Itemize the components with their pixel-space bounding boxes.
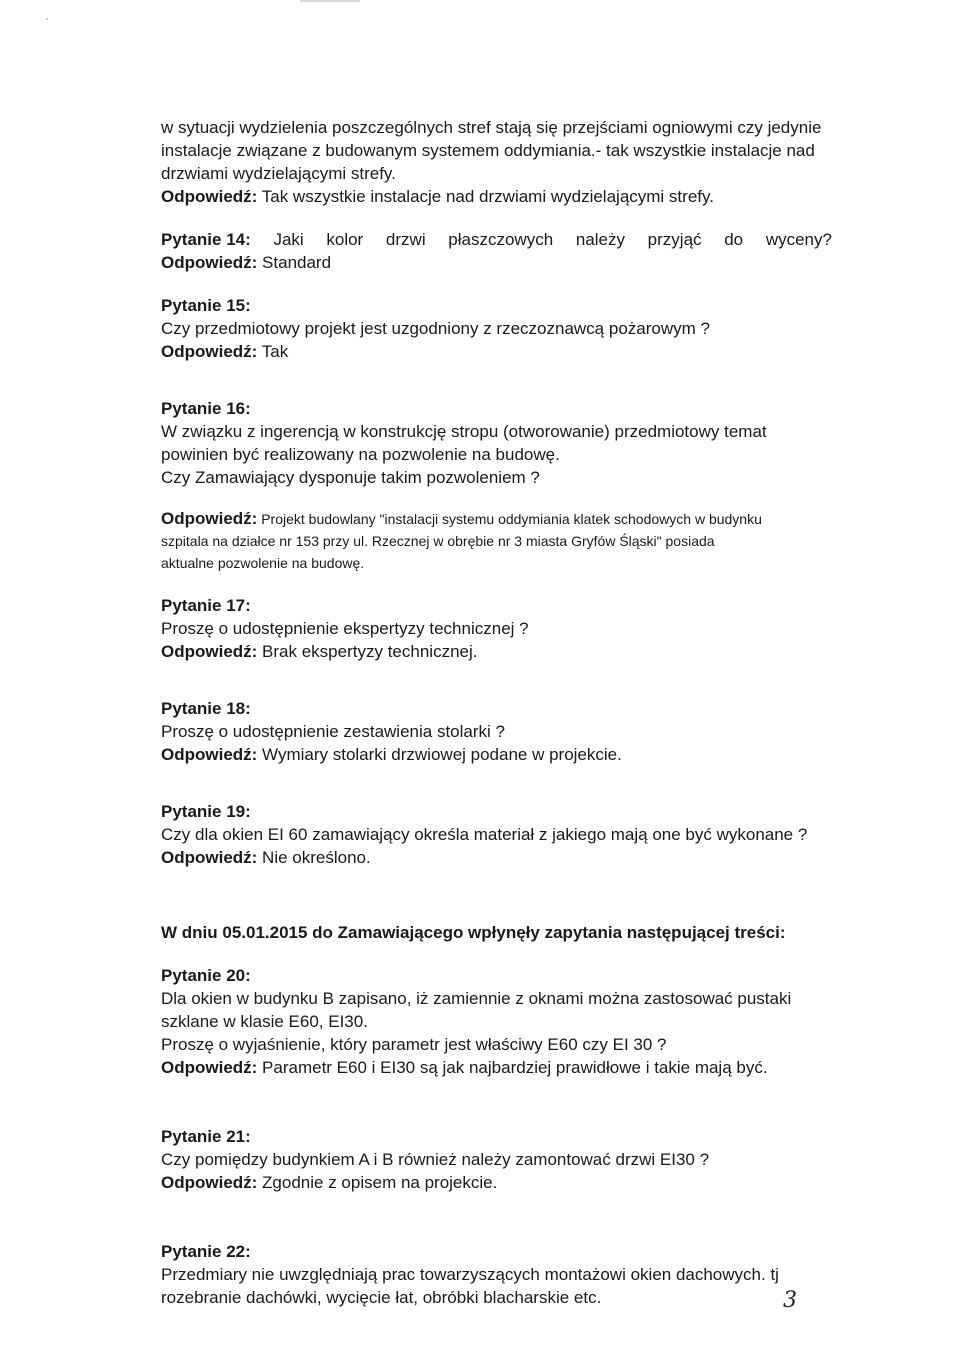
question-text-line-3: Proszę o wyjaśnienie, który parametr jest właściwy E60 czy EI 30 ? xyxy=(161,1035,667,1054)
question-22 xyxy=(161,1240,861,1309)
question-text-line-2: rozebranie dachówki, wycięcie łat, obróbki blacharskie etc. xyxy=(161,1288,602,1307)
answer-label: Odpowiedź: xyxy=(161,848,258,867)
answer-label: Odpowiedź: xyxy=(161,642,258,661)
question-20-answer xyxy=(161,1056,861,1079)
question-label: Pytanie 16: xyxy=(161,399,251,418)
question-21-answer xyxy=(161,1171,861,1194)
question-label: Pytanie 18: xyxy=(161,699,251,718)
question-18 xyxy=(161,697,861,766)
answer-label: Odpowiedź: xyxy=(161,342,258,361)
question-label: Pytanie 20: xyxy=(161,966,251,985)
scan-artifact xyxy=(300,0,360,2)
question-label: Pytanie 19: xyxy=(161,802,251,821)
question-text: Proszę o udostępnienie zestawienia stolarki ? xyxy=(161,722,505,741)
answer-label: Odpowiedź: xyxy=(161,253,258,272)
intro-line-1: w sytuacji wydzielenia poszczególnych stref stają się przejściami ogniowymi czy jedynie xyxy=(161,118,822,137)
question-text: Czy przedmiotowy projekt jest uzgodniony z rzeczoznawcą pożarowym ? xyxy=(161,319,710,338)
intro-block xyxy=(161,116,861,208)
question-label: Pytanie 22: xyxy=(161,1242,251,1261)
question-14 xyxy=(161,228,861,274)
answer-text: Zgodnie z opisem na projekcie. xyxy=(257,1173,498,1192)
intro-line-2: instalacje związane z budowanym systemem oddymiania.- tak wszystkie instalacje nad xyxy=(161,141,815,160)
question-16 xyxy=(161,397,861,574)
question-20 xyxy=(161,964,861,1079)
question-text-line-1: Dla okien w budynku B zapisano, iż zamiennie z oknami można zastosować pustaki xyxy=(161,989,792,1008)
intro-line-3: drzwiami wydzielającymi strefy. xyxy=(161,164,396,183)
question-label: Pytanie 14: xyxy=(161,230,251,249)
question-17 xyxy=(161,594,861,663)
question-21 xyxy=(161,1125,861,1194)
word: wyceny? xyxy=(765,230,832,249)
question-text-line-1: W związku z ingerencją w konstrukcję stropu (otworowanie) przedmiotowy temat xyxy=(161,422,767,441)
question-text-line-2: powinien być realizowany na pozwolenie na budowę. xyxy=(161,445,560,464)
word: płaszczowych xyxy=(448,230,554,249)
question-14-line xyxy=(161,228,832,251)
answer-text: Brak ekspertyzy technicznej. xyxy=(257,642,478,661)
question-17-answer xyxy=(161,640,861,663)
answer-label: Odpowiedź: xyxy=(161,745,258,764)
question-text-line-3: Czy Zamawiający dysponuje takim pozwoleniem ? xyxy=(161,468,540,487)
scan-speck xyxy=(46,18,48,20)
question-text: Czy dla okien EI 60 zamawiający określa materiał z jakiego mają one być wykonane ? xyxy=(161,825,808,844)
word: Jaki xyxy=(273,230,304,249)
question-text-line-1: Przedmiary nie uwzględniają prac towarzyszących montażowi okien dachowych. tj xyxy=(161,1265,779,1284)
question-text-line-2: szklane w klasie E60, EI30. xyxy=(161,1012,368,1031)
answer-label: Odpowiedź: xyxy=(161,1173,258,1192)
question-text: Proszę o udostępnienie ekspertyzy technicznej ? xyxy=(161,619,529,638)
answer-label: Odpowiedź: xyxy=(161,1058,258,1077)
answer-text: Standard xyxy=(257,253,332,272)
question-19-answer xyxy=(161,846,861,869)
question-18-answer xyxy=(161,743,861,766)
page-number: 3 xyxy=(783,1288,797,1313)
question-15-answer xyxy=(161,340,861,363)
answer-text-line-2: szpitala na działce nr 153 przy ul. Rzecznej w obrębie nr 3 miasta Gryfów Śląski" posiada xyxy=(161,533,715,549)
word: przyjąć xyxy=(647,230,702,249)
answer-label: Odpowiedź: xyxy=(161,187,258,206)
answer-text: Tak xyxy=(257,342,289,361)
answer-text: Parametr E60 i EI30 są jak najbardziej prawidłowe i takie mają być. xyxy=(257,1058,768,1077)
word: drzwi xyxy=(385,230,426,249)
answer-text: Tak wszystkie instalacje nad drzwiami wydzielającymi strefy. xyxy=(257,187,714,206)
word: kolor xyxy=(326,230,364,249)
question-16-answer xyxy=(161,507,861,530)
answer-text-line-1: Projekt budowlany "instalacji systemu oddymiania klatek schodowych w budynku xyxy=(257,511,762,527)
intro-answer xyxy=(161,185,861,208)
section-heading: W dniu 05.01.2015 do Zamawiającego wpłynęły zapytania następującej treści: xyxy=(161,923,786,942)
answer-text: Wymiary stolarki drzwiowej podane w projekcie. xyxy=(257,745,622,764)
answer-label: Odpowiedź: xyxy=(161,509,258,528)
question-text: Czy pomiędzy budynkiem A i B również należy zamontować drzwi EI30 ? xyxy=(161,1150,710,1169)
question-label: Pytanie 21: xyxy=(161,1127,251,1146)
word: do xyxy=(724,230,744,249)
question-14-answer xyxy=(161,251,861,274)
answer-text: Nie określono. xyxy=(257,848,371,867)
question-label: Pytanie 17: xyxy=(161,596,251,615)
answer-text-line-3: aktualne pozwolenie na budowę. xyxy=(161,555,365,571)
question-label: Pytanie 15: xyxy=(161,296,251,315)
document-body xyxy=(161,116,861,1309)
word: należy xyxy=(575,230,625,249)
question-15 xyxy=(161,294,861,363)
question-19 xyxy=(161,800,861,869)
